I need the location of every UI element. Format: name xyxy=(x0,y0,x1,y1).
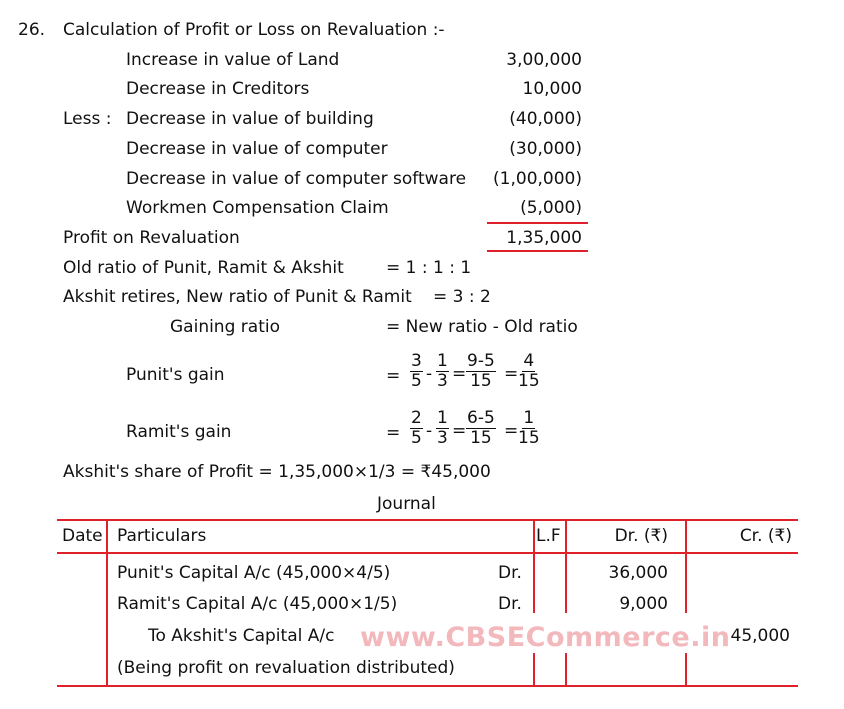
new-ratio-value: = 3 : 2 xyxy=(433,287,491,307)
header-dr: Dr. (₹) xyxy=(614,526,668,546)
old-ratio-value: = 1 : 1 : 1 xyxy=(386,258,472,278)
heading: Calculation of Profit or Loss on Revaluation :- xyxy=(63,20,445,40)
dr-amount: 9,000 xyxy=(619,594,668,614)
item-amount: (40,000) xyxy=(509,109,582,129)
fraction: $\frac{2}{5}$ xyxy=(411,408,422,448)
narration: (Being profit on revaluation distributed) xyxy=(117,658,455,678)
item-label: Workmen Compensation Claim xyxy=(126,198,389,218)
item-amount: 3,00,000 xyxy=(506,50,582,70)
subtotal-rule xyxy=(487,222,588,224)
item-label: Decrease in value of building xyxy=(126,109,374,129)
entry-particulars: Punit's Capital A/c (45,000×4/5) xyxy=(117,563,391,583)
less-label: Less : xyxy=(63,109,112,129)
item-label: Decrease in value of computer software xyxy=(126,169,467,189)
ramit-gain-label: Ramit's gain xyxy=(126,422,232,442)
entry-particulars: Ramit's Capital A/c (45,000×1/5) xyxy=(117,594,398,614)
fraction: $\frac{4}{15}$ xyxy=(518,351,540,391)
solution-page: 26. Calculation of Profit or Loss on Revaluation :- Increase in value of Land 3,00,000 Decrease in Creditors 10,000 Less : Decrease in value of building (40,000) Decrease in value of computer (30,000) Decrease in value of computer software (1,00,000) Workmen Compensation Claim (5,000) Profit on Revaluation 1,35,000 Old ratio of Punit, Ramit & Akshit = 1 : 1 : 1 Akshit retires, New ratio of Punit & Ramit = 3 : 2 Gaining ratio = New ratio - Old ratio Punit's gain = $\frac{3}{5}$ - $\frac{1}{3}$ = $\frac{9-5}{15}$ = $\frac{4}{15}$ Ramit's gain = $\frac{2}{5}$ - $\frac{1}{3}$ = $\frac{6-5}{15}$ = $\frac{1}{15}$ Akshit's share of Profit = 1,35,000×1/3 = ₹45,000 Journal Date Particulars L.F Dr. (₹) Cr. (₹) Punit's Capital A/c (45,000×4/5) Dr. 36,000 Ramit's Capital A/c (45,000×1/5) Dr. 9,000 To Akshit's Capital A/c 45,000 (Being profit on revaluation distributed) www.CBSECommerce.in xyxy=(0,0,844,709)
header-lf: L.F xyxy=(536,526,561,546)
equals: = xyxy=(386,366,401,386)
dr-mark: Dr. xyxy=(498,563,522,583)
item-amount: 10,000 xyxy=(522,79,582,99)
journal-title: Journal xyxy=(377,494,436,514)
profit-amount: 1,35,000 xyxy=(506,228,582,248)
gaining-ratio-value: = New ratio - Old ratio xyxy=(386,317,578,337)
equals: = xyxy=(386,423,401,443)
akshit-share: Akshit's share of Profit = 1,35,000×1/3 = ₹45,000 xyxy=(63,462,491,482)
item-amount: (5,000) xyxy=(520,198,582,218)
header-date: Date xyxy=(62,526,103,546)
fraction: $\frac{6-5}{15}$ xyxy=(467,408,495,448)
item-amount: (30,000) xyxy=(509,139,582,159)
item-amount: (1,00,000) xyxy=(493,169,582,189)
punit-gain-label: Punit's gain xyxy=(126,365,225,385)
cr-amount: 45,000 xyxy=(730,626,790,646)
item-label: Increase in value of Land xyxy=(126,50,340,70)
watermark: www.CBSECommerce.in xyxy=(360,622,731,653)
header-particulars: Particulars xyxy=(117,526,207,546)
fraction: $\frac{9-5}{15}$ xyxy=(467,351,495,391)
header-cr: Cr. (₹) xyxy=(739,526,792,546)
total-rule xyxy=(487,250,588,252)
entry-particulars: To Akshit's Capital A/c xyxy=(148,626,335,646)
fraction: $\frac{1}{15}$ xyxy=(518,408,540,448)
fraction: $\frac{1}{3}$ xyxy=(437,351,448,391)
dr-amount: 36,000 xyxy=(608,563,668,583)
fraction: $\frac{3}{5}$ xyxy=(411,351,422,391)
fraction: $\frac{1}{3}$ xyxy=(437,408,448,448)
profit-label: Profit on Revaluation xyxy=(63,228,240,248)
item-label: Decrease in Creditors xyxy=(126,79,310,99)
gaining-ratio-label: Gaining ratio xyxy=(170,317,280,337)
question-number: 26. xyxy=(18,20,46,40)
dr-mark: Dr. xyxy=(498,594,522,614)
old-ratio-label: Old ratio of Punit, Ramit & Akshit xyxy=(63,258,344,278)
item-label: Decrease in value of computer xyxy=(126,139,388,159)
new-ratio-label: Akshit retires, New ratio of Punit & Ramit xyxy=(63,287,412,307)
